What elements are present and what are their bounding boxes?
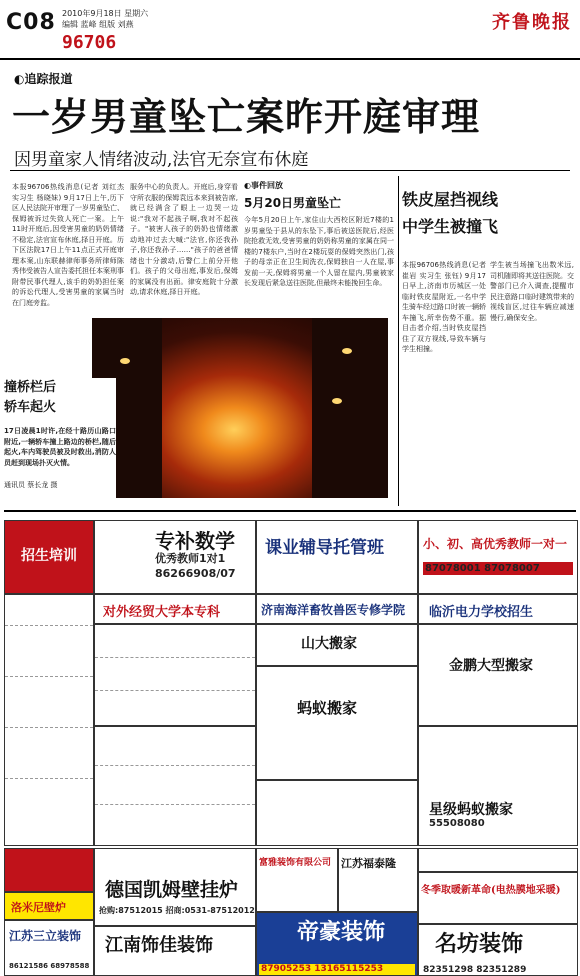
page-header bbox=[0, 0, 580, 56]
story-subhead: 因男童家人情绪波动,法官无奈宣布休庭 bbox=[14, 150, 309, 170]
ad-column-left[interactable] bbox=[4, 594, 94, 846]
sidebar-divider bbox=[398, 176, 399, 506]
issue-meta bbox=[62, 8, 148, 30]
ad-futailong-title: 江苏福泰隆 bbox=[341, 857, 396, 870]
editor-line: 编辑 蓝峰 组版 刘燕 bbox=[62, 20, 134, 29]
ad-floor[interactable] bbox=[94, 926, 256, 976]
ad-mingfang-phone: 82351298 82351289 bbox=[423, 965, 527, 975]
ad-left-line bbox=[5, 778, 93, 779]
ad-kalai-title: 洛米尼壁炉 bbox=[11, 901, 66, 914]
ad-left-line bbox=[5, 676, 93, 677]
ad-school-title: 济南海洋畜牧兽医专修学院 bbox=[261, 603, 406, 617]
ad-wall-title: 德国凯姆壁挂炉 bbox=[105, 879, 239, 901]
ad-fire-heating[interactable] bbox=[418, 872, 578, 924]
ad-kalai[interactable] bbox=[4, 892, 94, 920]
review-title: 5月20日男童坠亡 bbox=[244, 196, 342, 210]
ad-math-title: 专补数学 bbox=[155, 529, 235, 553]
review-kicker-text: 事件回放 bbox=[250, 181, 283, 190]
ad-wall-boiler[interactable] bbox=[94, 848, 256, 926]
review-kicker: ◐事件回放 bbox=[244, 181, 283, 190]
ad-school[interactable] bbox=[256, 594, 418, 624]
ad-adult-edu[interactable] bbox=[94, 594, 256, 624]
inset-title-2: 轿车起火 bbox=[4, 400, 57, 415]
ad-dihao-title: 帝豪装饰 bbox=[297, 919, 386, 945]
ad-jiangsu-sanli-phone: 86121586 68978588 bbox=[9, 962, 90, 970]
ad-left-line bbox=[5, 727, 93, 728]
ad-math-phone: 86266908/07 bbox=[155, 567, 236, 580]
sidebar-column-1: 本报96706热线消息(记者 崔岩 实习生 张钰) 9月17日早上,济南市历城区一处临时铁皮屋附近,一名中学生骑车经过路口时被一辆轿车撞飞,所幸伤势不重。据目击者介绍,当时铁皮屋挡住了双方视线,导致车辆与学生相撞。 bbox=[402, 261, 486, 353]
sidebar-title bbox=[402, 186, 578, 240]
ad-jiangsu-futailong[interactable] bbox=[338, 848, 418, 912]
ad-house-1-title: 山大搬家 bbox=[301, 636, 357, 652]
ad-dihao-phone: 87905253 13165115253 bbox=[259, 964, 415, 975]
ad-small-lines[interactable] bbox=[418, 848, 578, 872]
photo-lamp bbox=[120, 358, 130, 364]
ad-jiangsu-sanli[interactable] bbox=[4, 920, 94, 976]
ad-teacher[interactable] bbox=[418, 520, 578, 594]
ad-power-school[interactable] bbox=[418, 594, 578, 624]
ad-block-b[interactable] bbox=[94, 726, 256, 846]
ad-floor-title: 江南饰佳装饰 bbox=[105, 935, 213, 956]
ad-power-title: 临沂电力学校招生 bbox=[429, 605, 534, 620]
inset-text: 17日凌晨1时许,在经十路历山路口附近,一辆轿车撞上路边的桥栏,随后起火,车内驾驶员被及时救出,消防人员赶到现场扑灭火情。 bbox=[4, 427, 116, 467]
hotline-number: 96706 bbox=[62, 32, 117, 53]
ad-tutor[interactable] bbox=[256, 520, 418, 594]
photo-lamp bbox=[332, 398, 342, 404]
ad-math[interactable] bbox=[94, 520, 256, 594]
ad-house-4-phone: 55508080 bbox=[429, 818, 485, 829]
ad-mingfang[interactable] bbox=[418, 924, 578, 976]
story-column-1: 本报96706热线消息(记者 刘红杰 实习生 杨晓妹) 9月17日上午,历下区人民法院开审理了一岁男童坠亡、保姆被诉过失致人死亡一案。上午11时开庭后,因受害男童的奶奶情绪不稳定,法官宣布休庭,择日开庭。历下区法院17日上午11点正式开庭审理本案,山东联赫律师事务所律师陈秀伟受被告人宣告委托担任本案刑事附带民事代理人,该手的奶奶担任案的诉讼代理人,受害男童的家属当时在门庭旁监。 bbox=[12, 183, 124, 307]
ad-recruit-title: 招生培训 bbox=[21, 548, 77, 564]
story-column-2: 服务中心的负责人。开庭后,身穿看守所衣服的保姆袁远本来到被告席,就已经满含了眼上一边哭一边说:"我对不起孩子啊,我对不起孩子。"被害人孩子的奶奶也情绪激动地冲过去大喊:"法官,你还我孙子,你还我孙子……"孩子的爸爸情绪也十分激动,后警仁上前分开他们。孩子的父母出庭,事发后,保姆的家属没有出面。律安庭院十分激动,请求休庭,择日开庭。 bbox=[130, 183, 238, 296]
ad-dihao[interactable] bbox=[256, 912, 418, 976]
ad-wall-phone: 抢购:87512015 招商:0531-87512012 bbox=[99, 906, 255, 915]
car-fire-photo bbox=[92, 318, 388, 498]
ad-jiangsu-sanli-title: 江苏三立装饰 bbox=[9, 929, 82, 943]
sidebar-title-2: 中学生被撞飞 bbox=[402, 217, 499, 236]
sidebar-title-1: 铁皮屋挡视线 bbox=[402, 190, 499, 209]
ad-adult-title: 对外经贸大学本专科 bbox=[103, 605, 221, 620]
ad-house-4-title: 星级蚂蚁搬家 bbox=[429, 802, 513, 818]
ad-left-line bbox=[5, 625, 93, 626]
date-line: 2010年9月18日 星期六 bbox=[62, 9, 149, 18]
story-headline: 一岁男童坠亡案昨开庭审理 bbox=[12, 94, 481, 139]
ad-house-2-title: 蚂蚁搬家 bbox=[297, 699, 358, 717]
story-kicker-text: 追踪报道 bbox=[24, 72, 73, 86]
inset-byline: 通讯员 蔡长龙 摄 bbox=[4, 481, 58, 489]
sidebar-column-2: 学生被当场撞飞出数米远,司机随即将其送往医院。交警部门已介入调查,提醒市民注意路口临时建筑带来的视线盲区,过往车辆应减速慢行,确保安全。 bbox=[490, 261, 574, 322]
ad-fire-title: 冬季取暖新革命(电热膜地采暖) bbox=[421, 885, 561, 896]
ad-fuya-title: 富雅装饰有限公司 bbox=[259, 858, 332, 868]
classified-ads-section bbox=[4, 510, 576, 974]
ad-left-red[interactable] bbox=[4, 848, 94, 892]
ad-line bbox=[95, 657, 255, 658]
review-text: 今年5月20日上午,家住山大西校区附近7楼的1岁男童坠于县从的东坠下,事后被送医院后,经医院抢救无效,受害男童的奶奶称男童的家属在同一楼的7楼东户,当时在2楼玩耍的保姆突然出门,孩子的母亲正在卫生间洗衣,保姆独自一人在屋,事发前一天,保姆将男童一个人留在屋内,男童被家长发现后紧急送往医院,但最终未能挽回生命。 bbox=[244, 216, 394, 287]
inset-title-1: 撞桥栏后 bbox=[4, 380, 57, 395]
header-rule bbox=[0, 58, 580, 60]
ad-teacher-phone: 87078001 87078007 bbox=[423, 562, 573, 575]
ad-line bbox=[95, 804, 255, 805]
review-box bbox=[244, 180, 394, 312]
ad-block-c[interactable] bbox=[256, 780, 418, 846]
story-kicker: ◐追踪报道 bbox=[14, 72, 73, 86]
ad-fuya-decor[interactable] bbox=[256, 848, 338, 912]
page-number: C08 bbox=[6, 10, 56, 35]
ad-house-3-title: 金鹏大型搬家 bbox=[449, 658, 533, 674]
ad-house-2[interactable] bbox=[256, 666, 418, 780]
ad-block-a[interactable] bbox=[94, 624, 256, 726]
photo-caption-box bbox=[4, 378, 116, 514]
ad-house-1[interactable] bbox=[256, 624, 418, 666]
ad-house-3[interactable] bbox=[418, 624, 578, 726]
newspaper-logo: 齐鲁晚报 bbox=[492, 12, 572, 33]
photo-lamp bbox=[342, 348, 352, 354]
ad-line bbox=[95, 690, 255, 691]
subhead-rule bbox=[10, 170, 570, 171]
ad-line bbox=[95, 765, 255, 766]
ad-house-4[interactable] bbox=[418, 726, 578, 846]
ad-recruit[interactable] bbox=[4, 520, 94, 594]
ad-math-sub: 优秀教师1对1 bbox=[155, 552, 226, 565]
ad-tutor-title: 课业辅导托管班 bbox=[265, 538, 384, 558]
photo-building-right bbox=[312, 318, 388, 498]
ad-teacher-title: 小、初、高优秀教师一对一 bbox=[423, 537, 568, 551]
ad-mingfang-title: 名坊装饰 bbox=[435, 931, 524, 957]
